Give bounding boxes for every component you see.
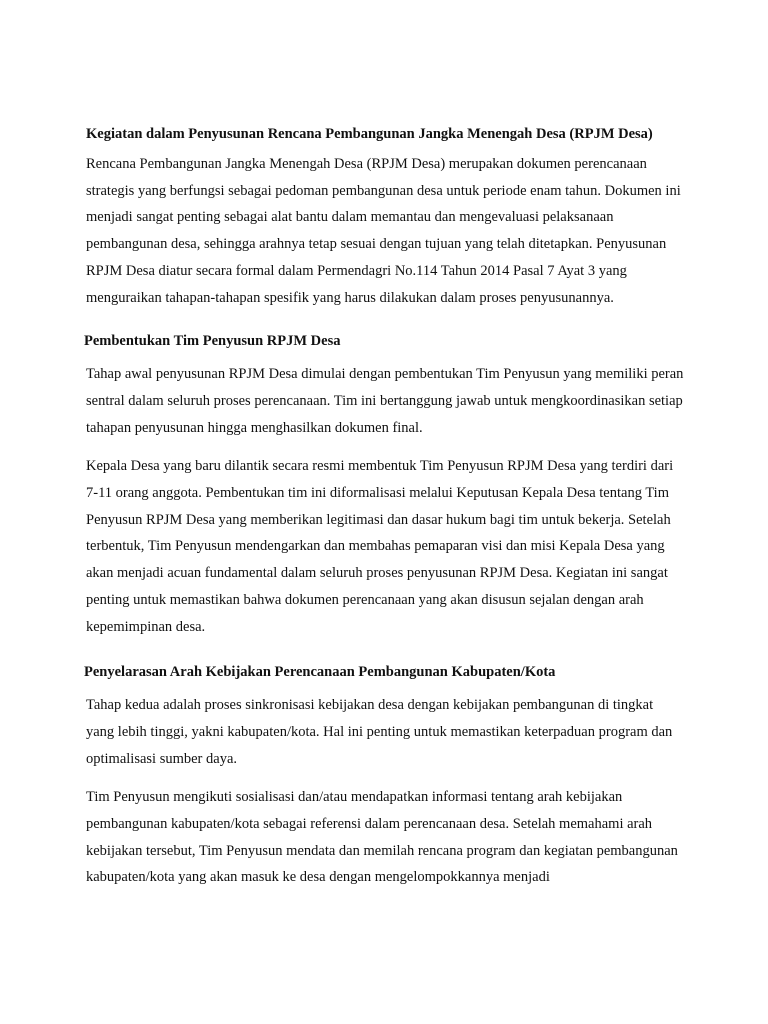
- section-heading-penyelarasan: Penyelarasan Arah Kebijakan Perencanaan Pembangunan Kabupaten/Kota: [84, 664, 556, 681]
- section-1-paragraph-1: Tahap awal penyusunan RPJM Desa dimulai dengan pembentukan Tim Penyusun yang memiliki peran sentral dalam seluruh proses perencanaan. Tim ini bertanggung jawab untuk mengkoordinasikan setiap tahapan penyusunan hingga menghasilkan dokumen final.: [86, 366, 684, 436]
- section-2-paragraph-1: Tahap kedua adalah proses sinkronisasi kebijakan desa dengan kebijakan pembangunan di tingkat yang lebih tinggi, yakni kabupaten/kota. Hal ini penting untuk memastikan keterpaduan program dan optimalisasi sumber daya.: [86, 697, 673, 767]
- document-title: Kegiatan dalam Penyusunan Rencana Pembangunan Jangka Menengah Desa (RPJM Desa): [86, 126, 653, 142]
- section-heading-pembentukan: Pembentukan Tim Penyusun RPJM Desa: [84, 333, 341, 350]
- section-2-paragraph-2: Tim Penyusun mengikuti sosialisasi dan/atau mendapatkan informasi tentang arah kebijakan pembangunan kabupaten/kota sebagai referensi dalam perencanaan desa. Setelah memahami arah kebijakan tersebut, Tim Penyusun mendata dan memilah rencana program dan kegiatan pembangunan kabupaten/kota yang akan masuk ke desa dengan mengelompokkannya menjadi: [86, 789, 678, 886]
- document-body: [86, 123, 686, 891]
- intro-paragraph: Rencana Pembangunan Jangka Menengah Desa (RPJM Desa) merupakan dokumen perencanaan strategis yang berfungsi sebagai pedoman pembangunan desa untuk periode enam tahun. Dokumen ini menjadi sangat penting sebagai alat bantu dalam memantau dan mengevaluasi pelaksanaan pembangunan desa, sehingga arahnya tetap sesuai dengan tujuan yang telah ditetapkan. Penyusunan RPJM Desa diatur secara formal dalam Permendagri No.114 Tahun 2014 Pasal 7 Ayat 3 yang menguraikan tahapan-tahapan spesifik yang harus dilakukan dalam proses penyusunannya.: [86, 156, 681, 306]
- section-1-paragraph-2: Kepala Desa yang baru dilantik secara resmi membentuk Tim Penyusun RPJM Desa yang terdiri dari 7-11 orang anggota. Pembentukan tim ini diformalisasi melalui Keputusan Kepala Desa tentang Tim Penyusun RPJM Desa yang memberikan legitimasi dan dasar hukum bagi tim untuk bekerja. Setelah terbentuk, Tim Penyusun mendengarkan dan membahas pemaparan visi dan misi Kepala Desa yang akan menjadi acuan fundamental dalam seluruh proses penyusunan RPJM Desa. Kegiatan ini sangat penting untuk memastikan bahwa dokumen perencanaan yang akan disusun sejalan dengan arah kepemimpinan desa.: [86, 458, 674, 635]
